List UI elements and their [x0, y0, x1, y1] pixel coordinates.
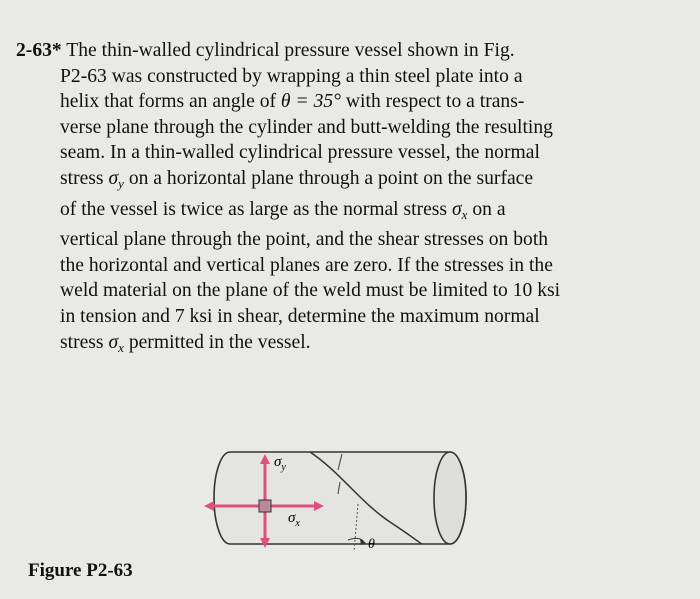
figure-caption: Figure P2-63	[28, 560, 133, 581]
theta-label: θ	[368, 537, 375, 552]
sigma-symbol: σ	[108, 331, 119, 353]
problem-statement: 2-63* The thin-walled cylindrical pressure vessel shown in Fig. P2-63 was constructed by wrapping a thin steel plate into a helix that forms an angle of θ = 35° with respect to a trans- verse plane through the cylinder and butt-welding the resulting seam. In a thin-walled cylindrical pressure vessel, the normal stress $\sigma_y$ on a horizontal plane through a point on the surface of the vessel is twice as large as the normal stress $\sigma_x$ on a vertical plane through the point, and the shear stresses on both the horizontal and vertical planes are zero. If the stresses in the weld material on the plane of the weld must be limited to 10 ksi in tension and 7 ksi in shear, determine the maximum normal stress $\sigma_x$ permitted in the vessel.	[16, 38, 628, 360]
pressure-vessel-figure	[190, 442, 480, 562]
sigma-symbol: σ	[108, 167, 119, 189]
sigma-y-label: $\sigma_y$	[274, 454, 286, 473]
cylinder-end-cap	[434, 452, 466, 544]
problem-number: 2-63*	[16, 40, 62, 61]
stress-element	[259, 500, 271, 512]
sigma-x-label: $\sigma_x$	[288, 510, 300, 529]
theta-expression: θ = 35°	[280, 91, 341, 113]
cylinder-body	[214, 452, 466, 544]
problem-line-1: 2-63* The thin-walled cylindrical pressure vessel shown in Fig.	[16, 40, 515, 61]
sigma-x-arrowhead-left	[204, 501, 214, 511]
sigma-symbol: σ	[451, 198, 462, 220]
